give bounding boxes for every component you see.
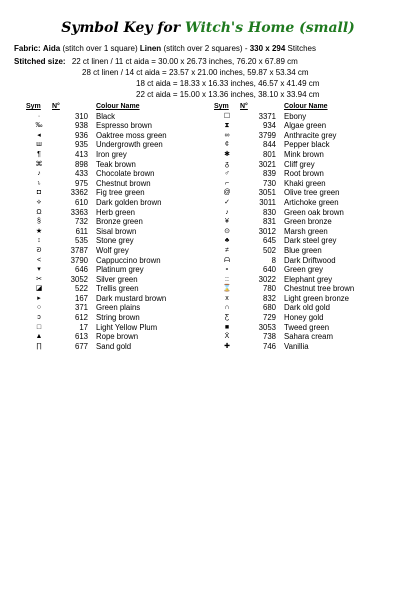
colour-name-cell: Silver green — [96, 274, 138, 284]
number-cell: 3363 — [70, 207, 88, 217]
symbol-cell: § — [37, 218, 41, 226]
symbol-cell: ≠ — [225, 246, 229, 254]
table-row — [214, 198, 384, 208]
symbol-cell: ш — [36, 141, 42, 149]
number-cell: 612 — [74, 313, 88, 323]
symbol-cell: ✱ — [224, 150, 230, 158]
number-cell: 738 — [262, 332, 276, 342]
table-row — [214, 188, 384, 198]
number-cell: 3051 — [258, 188, 276, 198]
symbol-cell: ♂ — [224, 170, 230, 178]
fabric-aida-note: (stitch over 1 square) — [62, 44, 138, 53]
colour-name-cell: Chocolate brown — [96, 169, 155, 179]
number-cell: 746 — [262, 341, 276, 351]
colour-name-cell: Bronze green — [96, 217, 143, 227]
table-row — [214, 323, 384, 333]
symbol-cell: ○ — [36, 304, 42, 312]
symbol-cell: ᗩ — [224, 256, 230, 264]
header-num: N° — [240, 103, 248, 110]
colour-name-cell: Green plains — [96, 303, 141, 313]
symbol-cell: ⌘ — [35, 160, 43, 168]
colour-name-cell: Iron grey — [96, 149, 127, 159]
table-row — [214, 265, 384, 275]
number-cell: 3790 — [70, 255, 88, 265]
size-line-1 — [14, 57, 298, 67]
table-row — [214, 150, 384, 160]
table-row — [214, 275, 384, 285]
table-row — [26, 323, 196, 333]
table-row — [214, 160, 384, 170]
number-cell: 613 — [74, 332, 88, 342]
number-cell: 844 — [262, 140, 276, 150]
symbol-cell: ◂ — [37, 131, 41, 139]
symbol-cell: ∏ — [36, 342, 42, 350]
fabric-line — [14, 44, 316, 54]
colour-name-cell: Ebony — [284, 111, 307, 121]
colour-name-cell: String brown — [96, 313, 140, 323]
symbol-cell: ∘ — [224, 266, 230, 274]
table-row — [26, 246, 196, 256]
table-row — [26, 303, 196, 313]
table-row — [26, 342, 196, 352]
symbol-cell: Ƹ — [224, 314, 230, 322]
table-row — [26, 140, 196, 150]
number-cell: 433 — [74, 169, 88, 179]
number-cell: 3052 — [70, 274, 88, 284]
stitches-label: Stitches — [287, 44, 317, 53]
colour-name-cell: Cliff grey — [284, 159, 315, 169]
number-cell: 413 — [74, 149, 88, 159]
fabric-dash: - — [244, 44, 248, 53]
fabric-linen: Linen — [139, 44, 162, 53]
number-cell: 729 — [262, 313, 276, 323]
symbol-cell: ♣ — [224, 237, 230, 245]
colour-name-cell: Teak brown — [96, 159, 136, 169]
symbol-cell: ⊙ — [224, 227, 230, 235]
colour-name-cell: Espresso brown — [96, 121, 152, 131]
colour-name-cell: Oaktree moss green — [96, 130, 167, 140]
colour-name-cell: Light Yellow Plum — [96, 322, 158, 332]
colour-name-cell: Chestnut tree brown — [284, 284, 355, 294]
symbol-cell: @ — [223, 189, 231, 197]
number-cell: 640 — [262, 265, 276, 275]
number-cell: 610 — [74, 197, 88, 207]
table-header — [214, 102, 384, 112]
symbol-cell: ɔ — [37, 314, 41, 322]
size-line-4: 22 ct aida = 15.00 x 13.36 inches, 38.10 x 33.94 cm — [136, 90, 320, 99]
symbol-cell: ⟡ — [36, 198, 42, 206]
number-cell: 645 — [262, 236, 276, 246]
colour-name-cell: Sahara cream — [284, 332, 333, 342]
table-row — [26, 294, 196, 304]
stitch-count: 330 x 294 — [249, 44, 286, 53]
number-cell: 646 — [74, 265, 88, 275]
colour-name-cell: Green grey — [284, 265, 324, 275]
table-row — [214, 313, 384, 323]
table-row — [214, 131, 384, 141]
symbol-cell: ¶ — [37, 150, 41, 158]
number-cell: 167 — [74, 293, 88, 303]
number-cell: 3799 — [258, 130, 276, 140]
colour-name-cell: Marsh green — [284, 226, 328, 236]
title-part2: Witch's Home (small) — [184, 20, 355, 36]
table-row — [26, 236, 196, 246]
number-cell: 3371 — [258, 111, 276, 121]
page-title — [0, 20, 416, 36]
colour-name-cell: Undergrowth green — [96, 140, 163, 150]
colour-name-cell: Wolf grey — [96, 245, 129, 255]
number-cell: 3012 — [258, 226, 276, 236]
number-cell: 730 — [262, 178, 276, 188]
table-row — [214, 246, 384, 256]
header-name: Colour Name — [284, 103, 328, 110]
symbol-cell: ♪ — [225, 208, 229, 216]
table-row — [214, 256, 384, 266]
symbol-cell: ◘ — [36, 189, 42, 197]
table-row — [214, 169, 384, 179]
symbol-cell: ✂ — [36, 275, 42, 283]
colour-name-cell: Rope brown — [96, 332, 139, 342]
table-row — [26, 150, 196, 160]
colour-name-cell: Olive tree green — [284, 188, 340, 198]
symbol-cell: ¥ — [225, 218, 229, 226]
number-cell: 8 — [271, 255, 276, 265]
symbol-cell: :: — [225, 275, 229, 283]
size-line-3: 18 ct aida = 18.33 x 16.33 inches, 46.57 x 41.49 cm — [136, 79, 320, 88]
colour-name-cell: Artichoke green — [284, 197, 339, 207]
symbol-cell: ■ — [224, 323, 230, 331]
table-row — [26, 265, 196, 275]
table-row — [26, 169, 196, 179]
number-cell: 839 — [262, 169, 276, 179]
table-row — [214, 294, 384, 304]
table-row — [26, 227, 196, 237]
table-row — [26, 256, 196, 266]
number-cell: 611 — [75, 226, 88, 236]
symbol-cell: ‰ — [35, 122, 43, 130]
size-prefix: Stitched size: — [14, 57, 66, 66]
colour-name-cell: Pepper black — [284, 140, 330, 150]
colour-name-cell: Green bronze — [284, 217, 332, 227]
number-cell: 535 — [74, 236, 88, 246]
table-row — [26, 217, 196, 227]
number-cell: 780 — [262, 284, 276, 294]
header-num: N° — [52, 103, 60, 110]
number-cell: 371 — [74, 303, 88, 313]
colour-name-cell: Platinum grey — [96, 265, 144, 275]
colour-name-cell: Tweed green — [284, 322, 330, 332]
symbol-cell: ᵹ — [225, 160, 229, 168]
number-cell: 3011 — [259, 197, 276, 207]
number-cell: 3362 — [70, 188, 88, 198]
size-text: 22 ct linen / 11 ct aida = 30.00 x 26.73 inches, 76.20 x 67.89 cm — [71, 57, 298, 66]
table-row — [26, 179, 196, 189]
table-row — [26, 275, 196, 285]
number-cell: 522 — [74, 284, 88, 294]
table-row — [26, 284, 196, 294]
table-row — [214, 140, 384, 150]
colour-name-cell: Cappuccino brown — [96, 255, 161, 265]
table-row — [26, 198, 196, 208]
symbol-cell: ▾ — [37, 266, 41, 274]
symbol-cell: ↕ — [37, 237, 41, 245]
table-row — [214, 217, 384, 227]
number-cell: 677 — [74, 341, 88, 351]
number-cell: 310 — [74, 111, 88, 121]
table-row — [214, 112, 384, 122]
table-row — [26, 208, 196, 218]
symbol-table-left — [26, 102, 196, 351]
table-row — [26, 131, 196, 141]
header-name: Colour Name — [96, 103, 140, 110]
colour-name-cell: Black — [96, 111, 116, 121]
symbol-cell: ᘑ — [36, 246, 42, 254]
colour-name-cell: Light green bronze — [284, 293, 350, 303]
colour-name-cell: Honey gold — [284, 313, 324, 323]
colour-name-cell: Sand gold — [96, 341, 132, 351]
table-row — [26, 121, 196, 131]
symbol-cell: ▸ — [37, 294, 41, 302]
symbol-cell: ¢ — [225, 141, 229, 149]
colour-name-cell: Stone grey — [96, 236, 134, 246]
symbol-cell: ⧗ — [224, 122, 230, 130]
symbol-cell: Ω — [36, 208, 42, 216]
number-cell: 732 — [74, 217, 88, 227]
number-cell: 830 — [262, 207, 276, 217]
number-cell: 975 — [74, 178, 88, 188]
number-cell: 3022 — [258, 274, 276, 284]
table-row — [26, 332, 196, 342]
symbol-cell: ♪ — [37, 170, 41, 178]
table-row — [214, 284, 384, 294]
symbol-cell: ✓ — [224, 198, 230, 206]
colour-name-cell: Algae green — [284, 121, 327, 131]
table-row — [214, 236, 384, 246]
symbol-cell: x — [225, 294, 229, 302]
number-cell: 898 — [74, 159, 88, 169]
title-part1: Symbol Key for — [61, 20, 181, 36]
number-cell: 938 — [74, 121, 88, 131]
table-row — [214, 332, 384, 342]
symbol-cell: ✚ — [224, 342, 230, 350]
symbol-cell: ∞ — [224, 131, 230, 139]
table-row — [26, 313, 196, 323]
colour-name-cell: Trellis green — [96, 284, 139, 294]
colour-name-cell: Elephant grey — [284, 274, 333, 284]
symbol-cell: ⌛ — [222, 285, 232, 293]
colour-name-cell: Fig tree green — [96, 188, 145, 198]
colour-name-cell: Blue green — [284, 245, 322, 255]
header-sym: Sym — [214, 103, 229, 110]
symbol-cell: ⌐ — [224, 179, 230, 187]
number-cell: 936 — [74, 130, 88, 140]
colour-name-cell: Dark mustard brown — [96, 293, 167, 303]
number-cell: 680 — [262, 303, 276, 313]
number-cell: 935 — [74, 140, 88, 150]
table-row — [26, 112, 196, 122]
colour-name-cell: Dark old gold — [284, 303, 330, 313]
colour-name-cell: Herb green — [96, 207, 136, 217]
number-cell: 502 — [262, 245, 276, 255]
colour-name-cell: Dark Driftwood — [284, 255, 336, 265]
table-row — [26, 160, 196, 170]
symbol-cell: ◪ — [35, 285, 43, 293]
number-cell: 832 — [262, 293, 276, 303]
colour-name-cell: Khaki green — [284, 178, 326, 188]
symbol-cell: ♄ — [36, 179, 42, 187]
symbol-cell: ∩ — [224, 304, 230, 312]
header-sym: Sym — [26, 103, 41, 110]
symbol-cell: □ — [36, 323, 42, 331]
fabric-aida: Aida — [42, 44, 61, 53]
symbol-cell: ★ — [35, 227, 43, 235]
table-row — [214, 179, 384, 189]
number-cell: 801 — [262, 149, 276, 159]
symbol-cell: < — [36, 256, 42, 264]
number-cell: 3787 — [70, 245, 88, 255]
number-cell: 934 — [262, 121, 276, 131]
table-header — [26, 102, 196, 112]
table-row — [214, 208, 384, 218]
number-cell: 17 — [79, 322, 88, 332]
table-row — [214, 121, 384, 131]
colour-name-cell: Root brown — [284, 169, 324, 179]
table-row — [214, 342, 384, 352]
table-row — [214, 227, 384, 237]
colour-name-cell: Mink brown — [284, 149, 324, 159]
symbol-cell: · — [37, 112, 41, 120]
symbol-cell: ☐ — [223, 112, 231, 120]
number-cell: 3053 — [258, 322, 276, 332]
fabric-linen-note: (stitch over 2 squares) — [163, 44, 243, 53]
number-cell: 3021 — [258, 159, 276, 169]
colour-name-cell: Dark golden brown — [96, 197, 162, 207]
colour-name-cell: Chestnut brown — [96, 178, 151, 188]
symbol-cell: Ẍ — [224, 333, 230, 341]
colour-name-cell: Anthracite grey — [284, 130, 337, 140]
table-row — [26, 188, 196, 198]
table-row — [214, 303, 384, 313]
number-cell: 831 — [262, 217, 276, 227]
symbol-cell: ▲ — [35, 333, 43, 341]
colour-name-cell: Sisal brown — [96, 226, 137, 236]
fabric-label: Fabric: — [14, 44, 41, 53]
size-line-2: 28 ct linen / 14 ct aida = 23.57 x 21.00 inches, 59.87 x 53.34 cm — [82, 68, 309, 77]
symbol-table-right — [214, 102, 384, 351]
colour-name-cell: Vanillia — [284, 341, 309, 351]
colour-name-cell: Dark steel grey — [284, 236, 337, 246]
colour-name-cell: Green oak brown — [284, 207, 344, 217]
